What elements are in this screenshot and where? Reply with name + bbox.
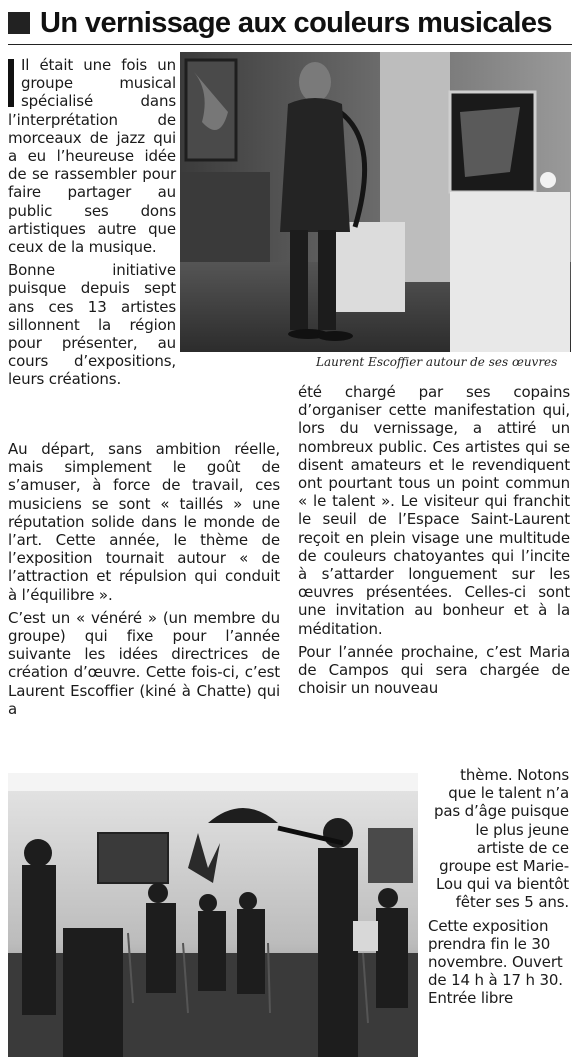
headline [8,6,573,40]
photo-caption: Laurent Escoffier autour de ses œuvres [316,355,558,369]
dropcap-bar-icon [8,59,14,107]
article-column-1-lower [8,440,280,723]
headline-square-icon [8,12,30,34]
paragraph: Il était une fois un groupe musical spécialisé dans l’interprétation de morceaux de jazz qui a eu l’heureuse idée de se rassembler pour faire partager au public ses dons artistiques autre que ceux de la musique. [8,56,176,257]
photo-artist-works-image [180,52,571,352]
photo-concert [8,773,418,1057]
photo-artist-works [180,52,571,352]
paragraph: Cette exposition prendra fin le 30 novembre. Ouvert de 14 h à 17 h 30. Entrée libre [428,916,563,1008]
paragraph: Au départ, sans ambition réelle, mais simplement le goût de s’amuser, à force de travail, ces musiciens se sont « taillés » une réputation solide dans le monde de l’art. Cette année, le thème de l’exposition tournait autour « de l’attraction et répulsion qui conduit à l’équilibre ». [8,440,280,604]
paragraph: C’est un « vénéré » (un membre du groupe) qui fixe pour l’année suivante les idées directrices de création d’œuvre. Cette fois-ci, c’est Laurent Escoffier (kiné à Chatte) qui a [8,608,280,718]
article-column-2 [298,383,570,702]
paragraph: Bonne initiative puisque depuis sept ans ces 13 artistes sillonnent la région pour présenter, au cours d’expositions, leurs créations. [8,261,176,389]
paragraph: thème. Notons que le talent n’a pas d’âge puisque le plus jeune artiste de ce groupe est Marie-Lou qui va bientôt fêter ses 5 ans. [433,766,569,912]
article-column-1 [8,56,176,394]
paragraph: Pour l’année prochaine, c’est Maria de Campos qui sera chargée de choisir un nouveau [298,642,570,698]
title-rule [8,44,572,45]
article-column-3 [428,766,569,1013]
article-title: Un vernissage aux couleurs musicales [40,7,552,39]
paragraph: été chargé par ses copains d’organiser cette manifestation qui, lors du vernissage, a attiré un nombreux public. Ces artistes qui se disent amateurs et le revendiquent ont pourtant tous un point commun « le talent ». Le visiteur qui franchit le seuil de l’Espace Saint-Laurent reçoit en plein visage une multitude de couleurs chatoyantes qui l’incite à s’attarder longuement sur les œuvres présentées. Celles-ci sont une invitation au bonheur et à la méditation. [298,383,570,638]
photo-concert-image [8,773,418,1057]
